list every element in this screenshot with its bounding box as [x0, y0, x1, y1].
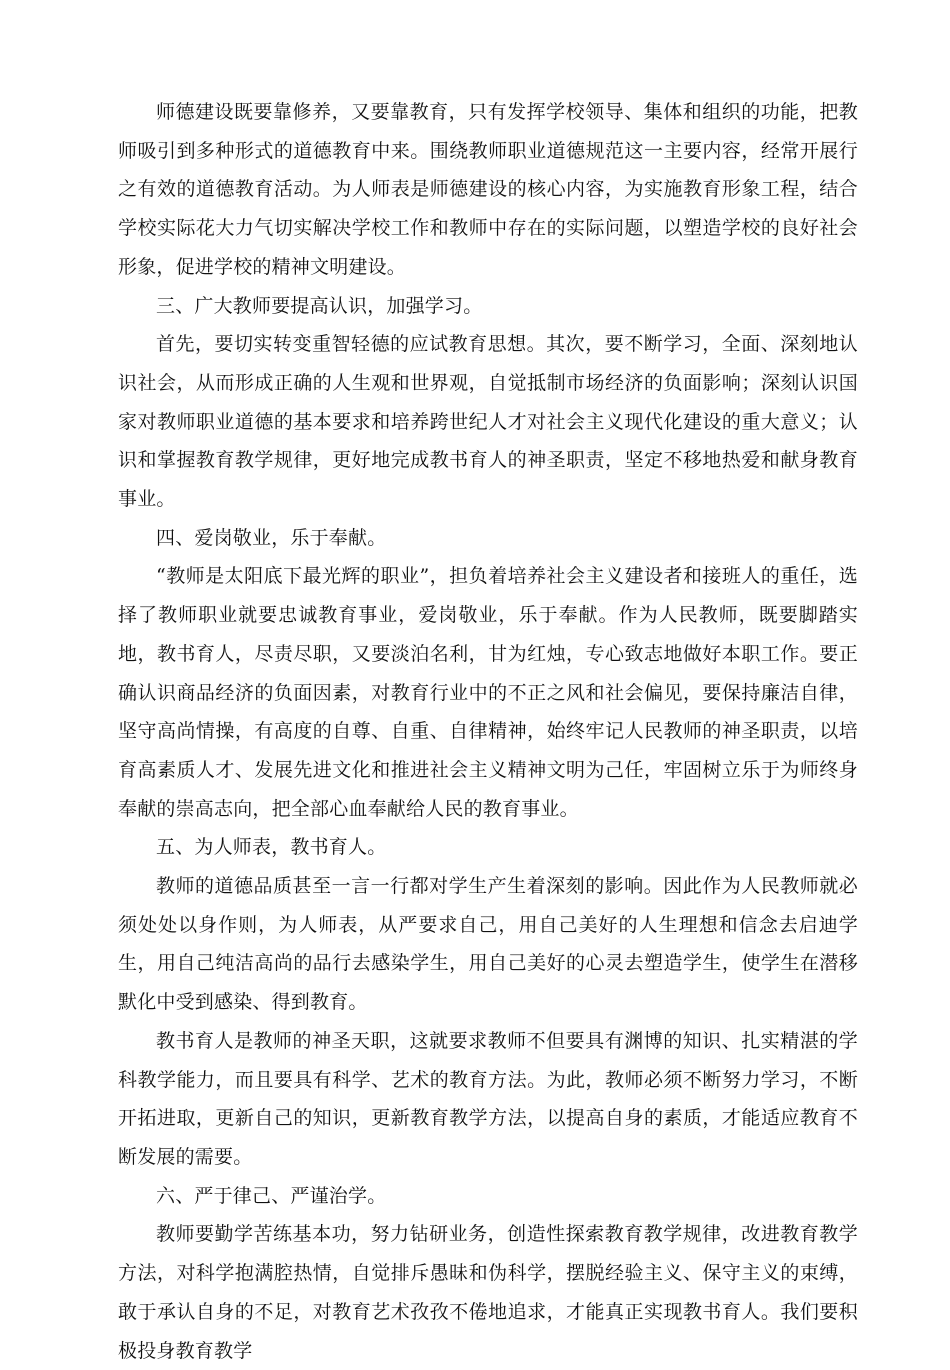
- section-heading-five: 五、为人师表，教书育人。: [156, 836, 387, 859]
- paragraph-dedication: “教师是太阳底下最光辉的职业”，担负着培养社会主义建设者和接班人的重任，选择了教师职业就要忠诚教育事业，爱岗敬业，乐于奉献。作为人民教师，既要脚踏实地，教书育人，尽责尽职，又要淡泊名利，甘为红烛，专心致志地做好本职工作。要正确认识商品经济的负面因素，对教育行业中的不正之风和社会偏见，要保持廉洁自律，坚守高尚情操，有高度的自尊、自重、自律精神，始终牢记人民教师的神圣职责，以培育高素质人才、发展先进文化和推进社会主义精神文明为己任，牢固树立乐于为师终身奉献的崇高志向，把全部心血奉献给人民的教育事业。: [118, 565, 858, 820]
- section-heading-three: 三、广大教师要提高认识，加强学习。: [156, 294, 483, 317]
- paragraph-rigorous-study: 教师要勤学苦练基本功，努力钻研业务，创造性探索教育教学规律，改进教育教学方法，对科学抱满腔热情，自觉排斥愚昧和伪科学，摆脱经验主义、保守主义的束缚，敢于承认自身的不足，对教育艺术孜孜不倦地追求，才能真正实现教书育人。我们要积极投身教育教学: [118, 1223, 858, 1362]
- paragraph-role-model: 教师的道德品质甚至一言一行都对学生产生着深刻的影响。因此作为人民教师就必须处处以身作则，为人师表，从严要求自己，用自己美好的人生理想和信念去启迪学生，用自己纯洁高尚的品行去感染学生，用自己美好的心灵去塑造学生，使学生在潜移默化中受到感染、得到教育。: [118, 875, 858, 1014]
- document-body: [118, 93, 858, 1370]
- section-heading-four: 四、爱岗敬业，乐于奉献。: [156, 526, 387, 549]
- paragraph-teaching-duty: 教书育人是教师的神圣天职，这就要求教师不但要具有渊博的知识、扎实精湛的学科教学能力，而且要具有科学、艺术的教育方法。为此，教师必须不断努力学习，不断开拓进取，更新自己的知识，更新教育教学方法，以提高自身的素质，才能适应教育不断发展的需要。: [118, 1029, 858, 1168]
- paragraph-raise-awareness: 首先，要切实转变重智轻德的应试教育思想。其次，要不断学习，全面、深刻地认识社会，从而形成正确的人生观和世界观，自觉抵制市场经济的负面影响；深刻认识国家对教师职业道德的基本要求和培养跨世纪人才对社会主义现代化建设的重大意义；认识和掌握教育教学规律，更好地完成教书育人的神圣职责，坚定不移地热爱和献身教育事业。: [118, 333, 858, 511]
- paragraph-ethics-building: 师德建设既要靠修养，又要靠教育，只有发挥学校领导、集体和组织的功能，把教师吸引到多种形式的道德教育中来。围绕教师职业道德规范这一主要内容，经常开展行之有效的道德教育活动。为人师表是师德建设的核心内容，为实施教育形象工程，结合学校实际花大力气切实解决学校工作和教师中存在的实际问题，以塑造学校的良好社会形象，促进学校的精神文明建设。: [118, 101, 858, 278]
- section-heading-six: 六、严于律己、严谨治学。: [156, 1184, 387, 1207]
